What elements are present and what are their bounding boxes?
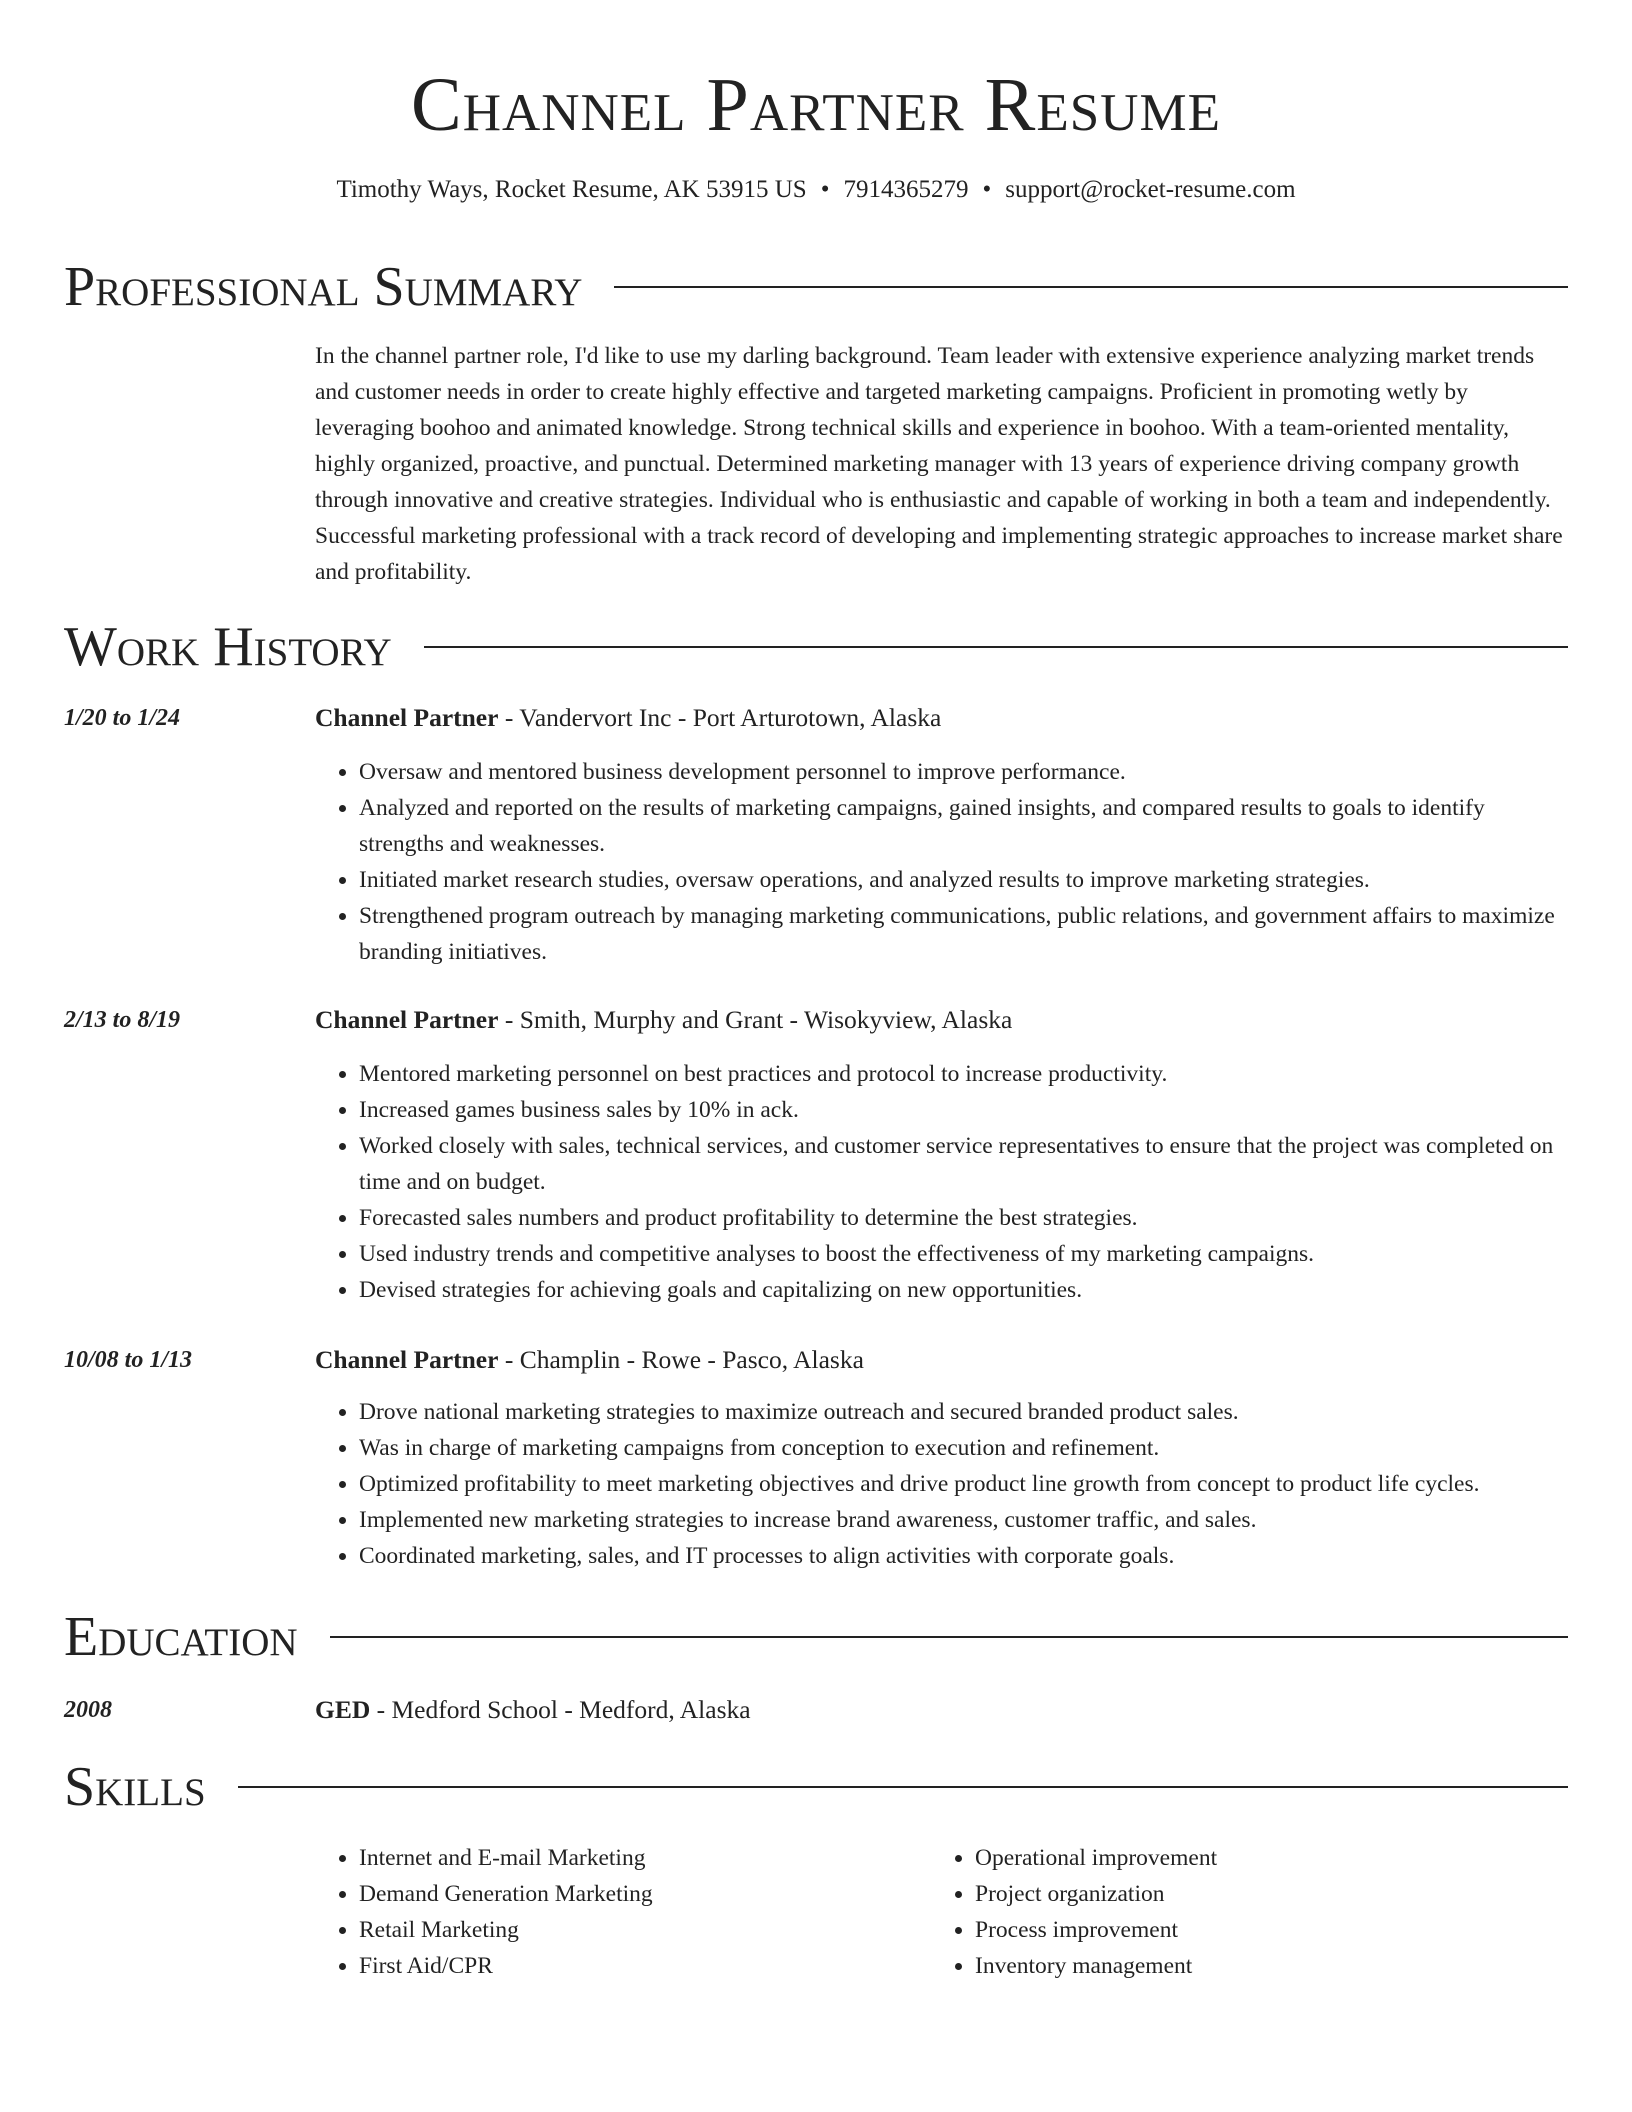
job-heading xyxy=(315,1002,1012,1038)
list-item: • Optimized profitability to meet marketing objectives and drive product line growth from concept to product life cycles. xyxy=(359,1466,1570,1502)
education-year: 2008 xyxy=(64,1697,112,1723)
list-item: • Forecasted sales numbers and product profitability to determine the best strategies. xyxy=(359,1200,1570,1236)
job-employer: - Champlin - Rowe - Pasco, Alaska xyxy=(498,1345,864,1374)
list-item: • Oversaw and mentored business development personnel to improve performance. xyxy=(359,754,1570,790)
list-item: • Increased games business sales by 10% in ack. xyxy=(359,1092,1570,1128)
job-title: Channel Partner xyxy=(315,703,499,732)
education-degree: GED xyxy=(315,1695,371,1724)
list-item: • Analyzed and reported on the results of marketing campaigns, gained insights, and compared results to goals to identify strengths and weaknesses. xyxy=(359,790,1570,862)
section-title-summary: Professional Summary xyxy=(64,256,583,318)
contact-line xyxy=(0,172,1632,208)
skill-item: • Process improvement xyxy=(975,1912,1575,1948)
job-heading xyxy=(315,700,941,736)
section-divider xyxy=(330,1636,1568,1638)
list-item: • Worked closely with sales, technical services, and customer service representatives to ensure that the project was completed on time and on budget. xyxy=(359,1128,1570,1200)
job-dates: 10/08 to 1/13 xyxy=(64,1347,193,1373)
section-title-education: Education xyxy=(64,1606,298,1668)
job-title: Channel Partner xyxy=(315,1345,499,1374)
section-divider xyxy=(614,286,1568,288)
contact-phone: 7914365279 xyxy=(843,176,969,203)
list-item: • Devised strategies for achieving goals and capitalizing on new opportunities. xyxy=(359,1272,1570,1308)
list-item: • Initiated market research studies, oversaw operations, and analyzed results to improve marketing strategies. xyxy=(359,862,1570,898)
section-title-skills: Skills xyxy=(64,1756,206,1818)
skill-item: • Project organization xyxy=(975,1876,1575,1912)
list-item: • Implemented new marketing strategies to increase brand awareness, customer traffic, and sales. xyxy=(359,1502,1570,1538)
skill-item: • Inventory management xyxy=(975,1948,1575,1984)
section-header-education xyxy=(64,1602,1568,1672)
skill-item: • First Aid/CPR xyxy=(359,1948,959,1984)
skills-list-right xyxy=(931,1840,1575,1984)
skill-item: • Demand Generation Marketing xyxy=(359,1876,959,1912)
job-title: Channel Partner xyxy=(315,1005,499,1034)
section-divider xyxy=(238,1786,1568,1788)
job-employer: - Smith, Murphy and Grant - Wisokyview, Alaska xyxy=(498,1005,1013,1034)
section-title-work-history: Work History xyxy=(64,616,392,678)
job-heading xyxy=(315,1342,864,1378)
skill-item: • Internet and E-mail Marketing xyxy=(359,1840,959,1876)
list-item: • Drove national marketing strategies to maximize outreach and secured branded product sales. xyxy=(359,1394,1570,1430)
section-header-work-history xyxy=(64,612,1568,682)
contact-email: support@rocket-resume.com xyxy=(1005,176,1296,203)
job-bullets xyxy=(315,1394,1570,1574)
section-divider xyxy=(424,646,1568,648)
list-item: • Coordinated marketing, sales, and IT processes to align activities with corporate goals. xyxy=(359,1538,1570,1574)
education-entry xyxy=(315,1692,751,1728)
resume-title: Channel Partner Resume xyxy=(411,63,1221,147)
skill-item: • Retail Marketing xyxy=(359,1912,959,1948)
job-dates: 1/20 to 1/24 xyxy=(64,705,181,731)
contact-address: Timothy Ways, Rocket Resume, AK 53915 US xyxy=(336,176,807,203)
summary-text: In the channel partner role, I'd like to use my darling background. Team leader with extensive experience analyzing market trends and customer needs in order to create highly effective and targeted marketing campaigns. Proficient in promoting wetly by leveraging boohoo and animated knowledge. Strong technical skills and experience in boohoo. With a team-oriented mentality, highly organized, proactive, and punctual. Determined marketing manager with 13 years of experience driving company growth through innovative and creative strategies. Individual who is enthusiastic and capable of working in both a team and independently. Successful marketing professional with a track record of developing and implementing strategic approaches to increase market share and profitability. xyxy=(315,343,1563,585)
education-school: - Medford School - Medford, Alaska xyxy=(370,1695,751,1724)
skills-list-left xyxy=(315,1840,959,1984)
section-header-skills xyxy=(64,1752,1568,1822)
job-bullets xyxy=(315,1056,1570,1308)
job-dates: 2/13 to 8/19 xyxy=(64,1007,181,1033)
contact-separator: • xyxy=(982,176,992,203)
list-item: • Mentored marketing personnel on best practices and protocol to increase productivity. xyxy=(359,1056,1570,1092)
job-bullets xyxy=(315,754,1570,970)
contact-separator: • xyxy=(820,176,830,203)
skill-item: • Operational improvement xyxy=(975,1840,1575,1876)
list-item: • Used industry trends and competitive analyses to boost the effectiveness of my marketing campaigns. xyxy=(359,1236,1570,1272)
list-item: • Was in charge of marketing campaigns from conception to execution and refinement. xyxy=(359,1430,1570,1466)
section-header-summary xyxy=(64,252,1568,322)
list-item: • Strengthened program outreach by managing marketing communications, public relations, and government affairs to maximize branding initiatives. xyxy=(359,898,1570,970)
job-employer: - Vandervort Inc - Port Arturotown, Alaska xyxy=(498,703,942,732)
